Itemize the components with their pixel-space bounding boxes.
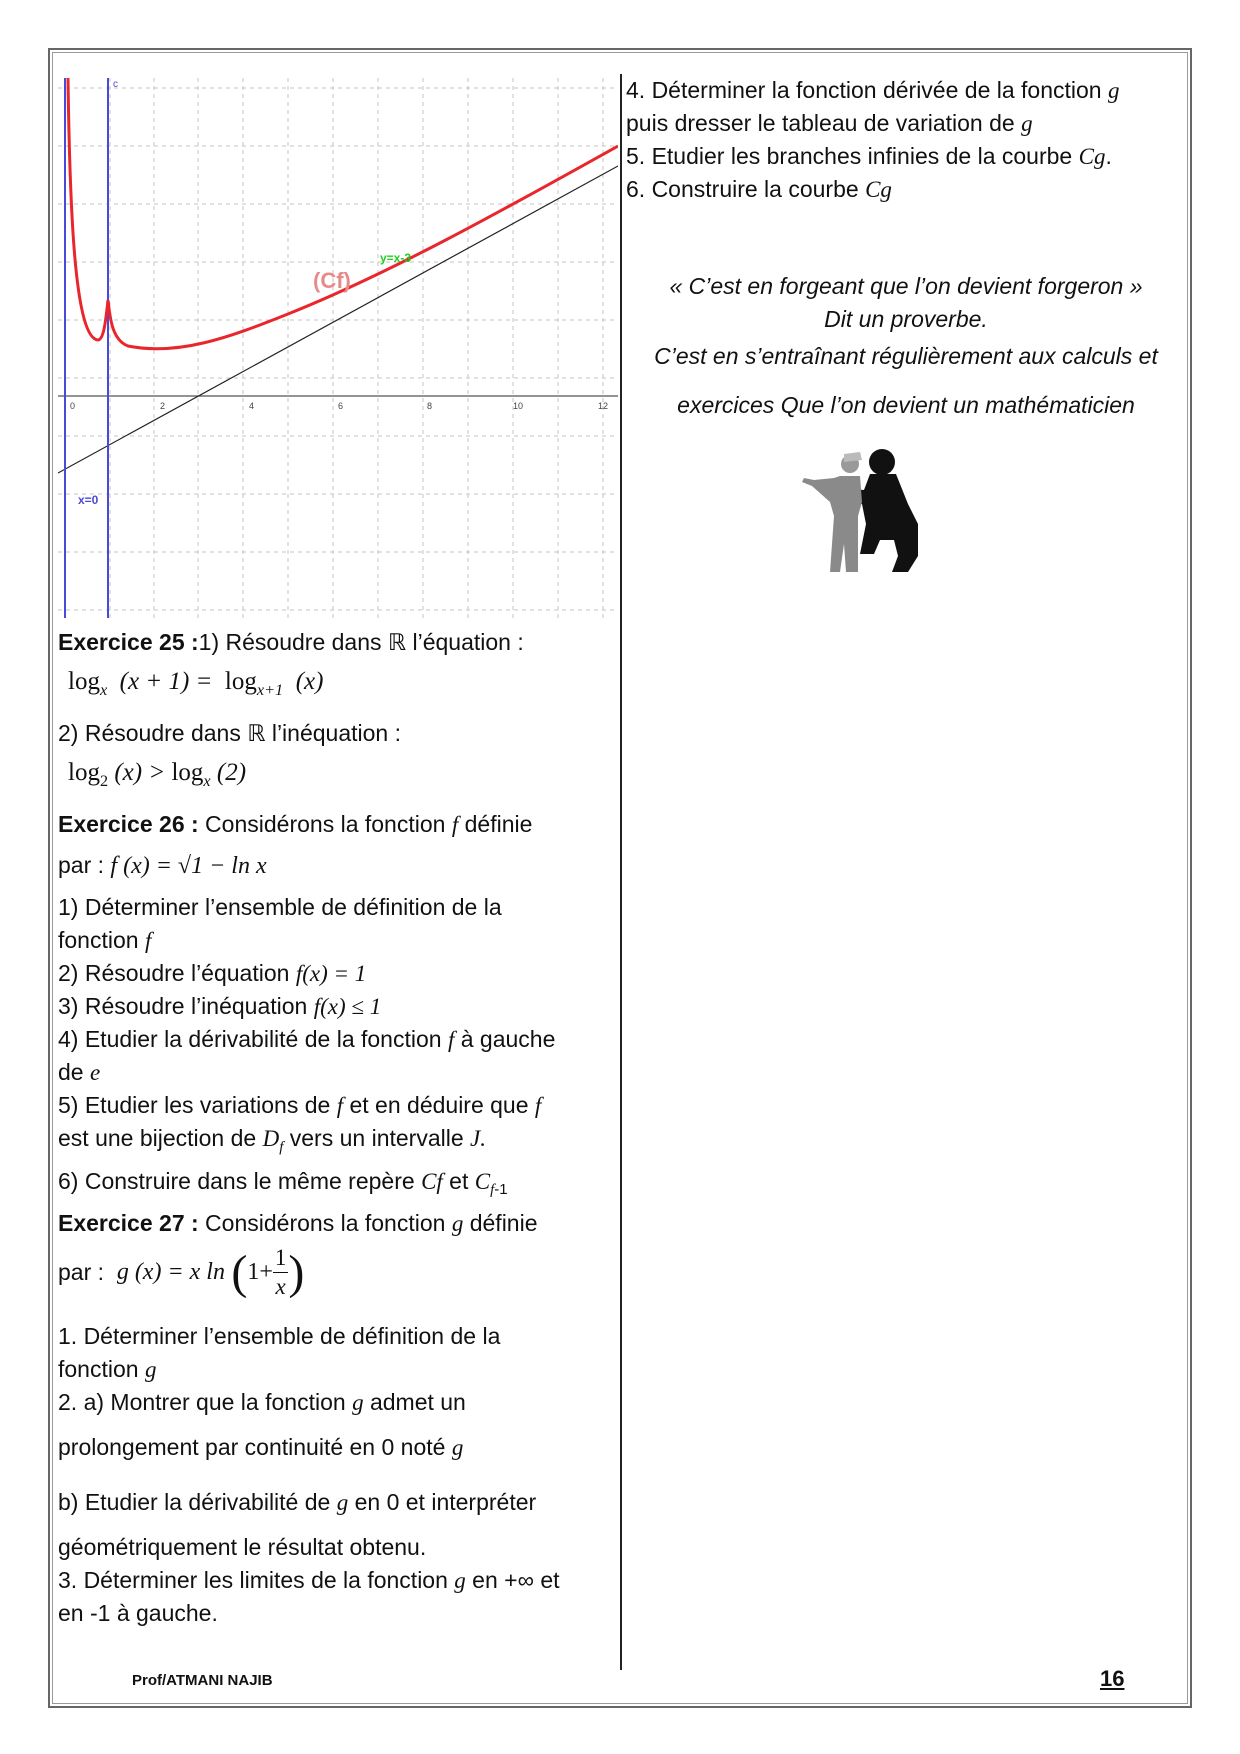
curve-cf — [68, 78, 618, 349]
ex26-Cf: Cf — [421, 1168, 443, 1194]
ex27-q3-g: g — [454, 1568, 466, 1594]
ex26-q2-math: f(x) = 1 — [295, 961, 367, 986]
ex26-Cfinv-sup: -1 — [494, 1181, 508, 1199]
ex26-intro-text: Considérons la fonction — [198, 811, 452, 837]
ex27-q1b-g: g — [144, 1357, 157, 1383]
ex26-defined: définie — [458, 811, 533, 837]
ex26-q2 — [58, 957, 618, 990]
author: Prof/ATMANI NAJIB — [132, 1672, 273, 1689]
ex27-q3a — [58, 1564, 618, 1597]
ex27-paren-close: ) — [288, 1246, 305, 1300]
ineq-sub-b: x — [203, 772, 211, 790]
ex26-q4b-text: à gauche — [454, 1026, 556, 1052]
quote-line-2: Dit un proverbe. — [824, 306, 988, 332]
vertical-line-c-label: c — [113, 79, 118, 90]
vertical-label: x=0 — [78, 493, 99, 507]
ex27-q2c-text: prolongement par continuité en 0 noté — [58, 1434, 452, 1461]
x-tick-0: 0 — [70, 401, 76, 411]
ex26-q3 — [58, 990, 618, 1023]
ex26-q2-text: 2) Résoudre l’équation — [58, 960, 296, 986]
ex26-q1b-f: f — [144, 928, 152, 953]
ex26-Df-sub: f — [279, 1139, 284, 1156]
ex25-q2: 2) Résoudre dans ℝ l’inéquation : — [58, 720, 401, 746]
ex25-title: Exercice 25 : — [58, 629, 199, 655]
ex27-q5-dot: . — [1105, 143, 1112, 169]
ex26-q5a-text: 5) Etudier les variations de — [58, 1092, 337, 1118]
eq-sub-a: x — [99, 681, 108, 699]
ex26-q4c — [58, 1056, 618, 1089]
ex27-par: par : — [58, 1259, 105, 1286]
ex27-formula-line — [58, 1244, 618, 1314]
ex27-frac-num: 1 — [273, 1244, 289, 1273]
ex26-q5c-text: est une bijection de — [58, 1125, 263, 1151]
ex26-q1b — [58, 924, 618, 957]
ex27-q2a-text: 2. a) Montrer que la fonction — [58, 1389, 353, 1416]
ex27-q3c: en -1 à gauche. — [58, 1600, 218, 1627]
ex27-q2d-text: b) Etudier la dérivabilité de — [58, 1489, 337, 1516]
ex26-f: f — [451, 812, 459, 837]
function-graph — [58, 78, 618, 618]
ex27-q4b — [626, 107, 1186, 140]
ex26-q6 — [58, 1165, 618, 1208]
x-tick-12: 12 — [598, 401, 609, 411]
ex26-q4c-text: de — [58, 1059, 90, 1085]
ex27-q2e-text: en 0 et interpréter — [348, 1489, 537, 1516]
ex27-defined: définie — [463, 1210, 538, 1237]
ex26-intro — [58, 808, 618, 841]
ex27-q2a — [58, 1386, 618, 1419]
ex26-q5-f2: f — [534, 1093, 542, 1118]
ex27-q4b-text: puis dresser le tableau de variation de — [626, 110, 1022, 136]
ex26-q3-text: 3) Résoudre l’inéquation — [58, 993, 314, 1019]
ex27-q2c — [58, 1431, 618, 1464]
ex27-formula-lhs: g (x) = x ln — [116, 1259, 225, 1286]
quote-line-4: exercices Que l’on devient un mathématicien — [677, 392, 1135, 418]
ex26-et: et — [442, 1167, 475, 1194]
eq-arg-b: (x) — [295, 668, 324, 695]
eq-log-b: log — [224, 668, 257, 695]
ex27-q6 — [626, 173, 1186, 206]
ex27-q2b-text: admet un — [363, 1389, 466, 1416]
ex27-q2d-g: g — [336, 1490, 349, 1516]
ex26-q1a: 1) Déterminer l’ensemble de définition de la — [58, 894, 502, 920]
ex26-q4a — [58, 1023, 618, 1056]
ex26-q5d-text: vers un intervalle — [283, 1125, 471, 1151]
left-column — [58, 626, 618, 1630]
eq-arg-a: (x + 1) = — [119, 668, 213, 695]
ex27-intro — [58, 1207, 618, 1240]
ex27-q1b-text: fonction — [58, 1356, 145, 1383]
ex27-q2a-g: g — [352, 1390, 364, 1416]
ex27-q1b — [58, 1353, 618, 1386]
ex26-title: Exercice 26 : — [58, 811, 199, 837]
ex27-q2d — [58, 1486, 618, 1519]
ineq-sub-a: 2 — [99, 772, 109, 790]
oblique-label: y=x-3 — [380, 251, 412, 265]
x-tick-8: 8 — [427, 401, 433, 411]
ex27-q6-Cg: Cg — [865, 177, 892, 202]
ex26-formula: f (x) = √1 − ln x — [110, 853, 267, 879]
page-number: 16 — [1100, 1666, 1125, 1691]
ex26-q5a — [58, 1089, 618, 1122]
ex27-q4a — [626, 74, 1186, 107]
ex27-formula-one: 1+ — [247, 1259, 273, 1286]
ex27-q3b-text: en +∞ et — [465, 1567, 560, 1594]
ex26-q3-math: f(x) ≤ 1 — [313, 994, 382, 1019]
ex26-q6-text: 6) Construire dans le même repère — [58, 1167, 422, 1194]
ex26-e: e — [89, 1060, 101, 1085]
ex27-g: g — [451, 1211, 464, 1237]
ex27-q2f: géométriquement le résultat obtenu. — [58, 1534, 427, 1561]
ex27-q5-Cg: Cg — [1078, 144, 1106, 169]
teacher-child-silhouette-icon — [800, 444, 935, 576]
right-column — [626, 74, 1186, 422]
ex26-Cfinv: C — [474, 1168, 491, 1194]
ex27-q4a-g: g — [1108, 78, 1120, 103]
quote-line-3: C’est en s’entraînant régulièrement aux calculs et — [654, 343, 1158, 369]
ex25-inequation — [58, 756, 618, 798]
eq-log-a: log — [68, 668, 100, 695]
x-tick-4: 4 — [249, 401, 255, 411]
ex27-paren-open: ( — [231, 1246, 248, 1300]
ex25-q1 — [58, 626, 618, 659]
x-tick-10: 10 — [513, 401, 524, 411]
ineq-log-a: log — [68, 759, 100, 786]
x-tick-2: 2 — [160, 401, 166, 411]
ex27-q3a-text: 3. Déterminer les limites de la fonction — [58, 1567, 455, 1594]
ex27-title: Exercice 27 : — [58, 1210, 199, 1237]
ex27-intro-text: Considérons la fonction — [198, 1210, 452, 1237]
quote-line-1: « C’est en forgeant que l’on devient forgeron » — [669, 273, 1143, 299]
ineq-arg-a: (x) > — [114, 759, 166, 786]
ex26-q1b-text: fonction — [58, 927, 145, 953]
column-divider — [620, 74, 622, 1670]
ex27-q1a: 1. Déterminer l’ensemble de définition de la — [58, 1323, 501, 1350]
ex27-q5 — [626, 140, 1186, 173]
ineq-arg-b: (2) — [216, 759, 247, 786]
ex26-formula-line — [58, 849, 618, 883]
ex27-q6-text: 6. Construire la courbe — [626, 176, 866, 202]
ex25-equation — [58, 665, 618, 707]
ex26-q4-f: f — [447, 1027, 455, 1052]
ex27-frac-den: x — [275, 1274, 286, 1300]
curve-label: (Cf) — [313, 268, 351, 293]
ex27-fraction — [273, 1244, 289, 1301]
ex26-q5b-text: et en déduire que — [343, 1092, 535, 1118]
ex26-par: par : — [58, 852, 105, 878]
ex27-q4b-g: g — [1021, 111, 1033, 136]
ex26-J: J. — [470, 1126, 486, 1151]
ex26-q5c — [58, 1122, 618, 1165]
ex26-q5-f1: f — [336, 1093, 344, 1118]
ex27-q5-text: 5. Etudier les branches infinies de la courbe — [626, 143, 1079, 169]
ex27-q2c-g: g — [451, 1435, 464, 1461]
ex26-Df: D — [262, 1126, 280, 1151]
ex27-q4a-text: 4. Déterminer la fonction dérivée de la fonction — [626, 77, 1108, 103]
ex26-Cfinv-sub: f — [490, 1182, 495, 1199]
eq-sub-b: x+1 — [256, 681, 284, 699]
ex25-q1-text: 1) Résoudre dans ℝ l’équation : — [198, 629, 524, 655]
x-tick-6: 6 — [338, 401, 344, 411]
ex26-q4a-text: 4) Etudier la dérivabilité de la fonction — [58, 1026, 448, 1052]
ineq-log-b: log — [171, 759, 204, 786]
